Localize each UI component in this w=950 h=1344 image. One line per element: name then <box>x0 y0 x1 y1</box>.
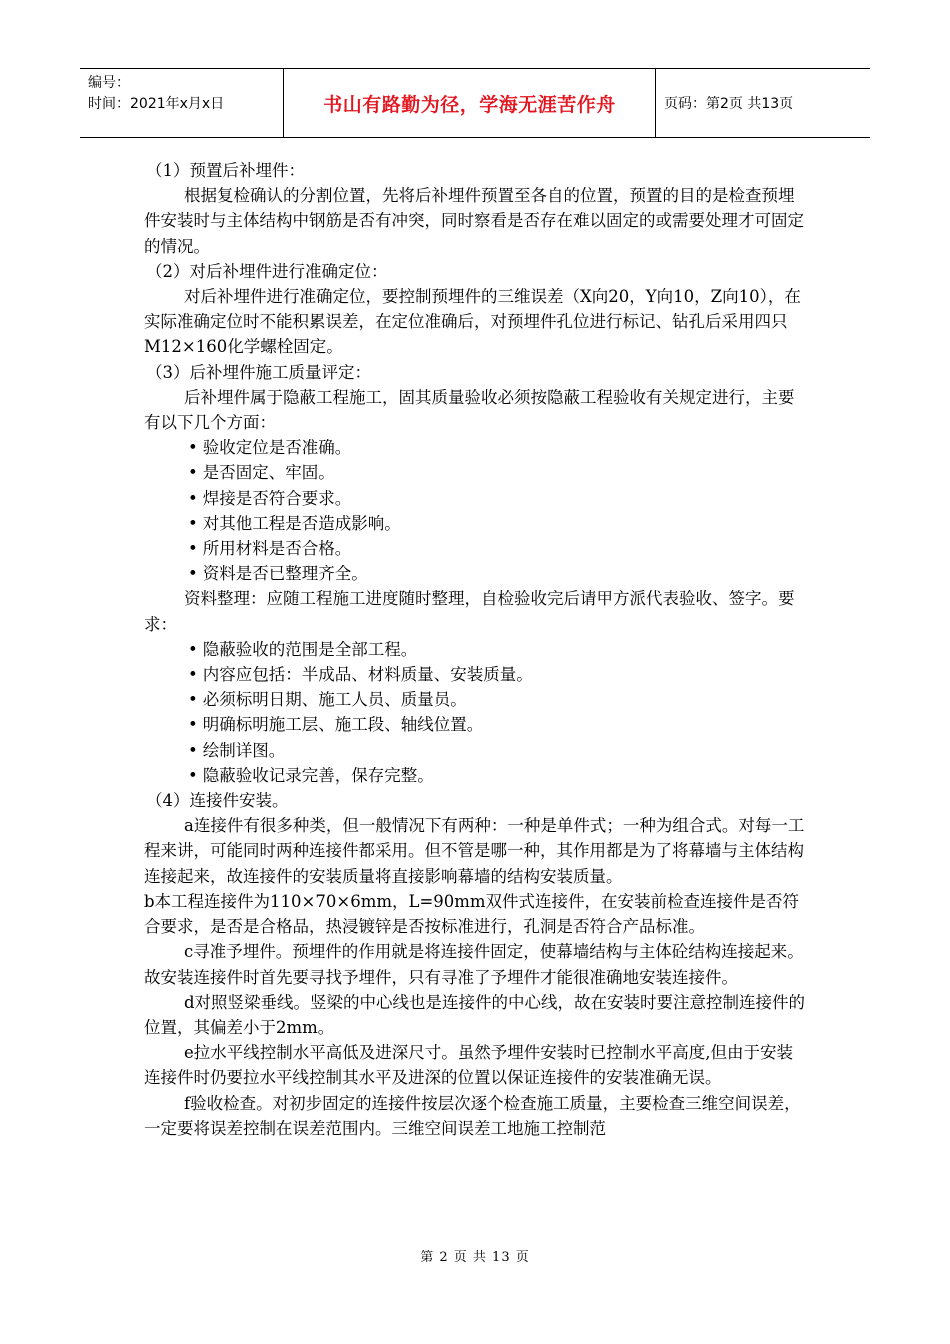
section-4-item-a: a连接件有很多种类，但一般情况下有两种：一种是单件式；一种为组合式。对每一工程来讲，可能同时两种连接件都采用。但不管是哪一种，其作用都是为了将幕墙与主体结构连接起来，故连接件的安装质量将直接影响幕墙的结构安装质量。 <box>144 816 805 886</box>
bullet-item: • 资料是否已整理齐全。 <box>144 561 806 586</box>
section-3-title: （3）后补埋件施工质量评定： <box>146 362 371 382</box>
bullet-item: • 隐蔽验收的范围是全部工程。 <box>144 637 806 662</box>
section-1-title: （1）预置后补埋件： <box>146 161 305 180</box>
bullet-item: • 绘制详图。 <box>144 738 806 763</box>
bullet-item: • 所用材料是否合格。 <box>144 536 806 561</box>
bullet-item: • 明确标明施工层、施工段、轴线位置。 <box>144 712 806 737</box>
page-header <box>80 68 870 138</box>
bullet-item: • 内容应包括：半成品、材料质量、安装质量。 <box>144 662 806 687</box>
document-body <box>144 158 806 1141</box>
section-4-item-f: f验收检查。对初步固定的连接件按层次逐个检查施工质量，主要检查三维空间误差，一定要将误差控制在误差范围内。三维空间误差工地施工控制范 <box>144 1093 801 1138</box>
section-2-title: （2）对后补埋件进行准确定位： <box>146 261 388 281</box>
page-footer: 第 2 页 共 13 页 <box>420 1250 530 1265</box>
header-page-number: 页码：第2页 共13页 <box>664 96 794 112</box>
section-4-item-d: d对照竖梁垂线。竖梁的中心线也是连接件的中心线，故在安装时要注意控制连接件的位置，其偏差小于2mm。 <box>144 992 806 1037</box>
section-4-title: （4）连接件安装。 <box>146 791 289 811</box>
header-info <box>80 69 284 137</box>
section-4-item-b: b本工程连接件为110×70×6mm，L=90mm双件式连接件，在安装前检查连接件是否符合要求，是否是合格品，热浸镀锌是否按标准进行，孔洞是否符合产品标准。 <box>144 891 800 937</box>
header-motto: 书山有路勤为径，学海无涯苦作舟 <box>284 69 656 137</box>
section-4-item-e: e拉水平线控制水平高低及进深尺寸。虽然予埋件安装时已控制水平高度,但由于安装连接件时仍要拉水平线控制其水平及进深的位置以保证连接件的安装准确无误。 <box>144 1043 794 1088</box>
document-date: 时间：2021年x月x日 <box>88 96 225 112</box>
bullet-item: • 验收定位是否准确。 <box>144 435 806 460</box>
section-4-item-c: c寻准予埋件。预埋件的作用就是将连接件固定，使幕墙结构与主体砼结构连接起来。故安装连接件时首先要寻找予埋件，只有寻准了予埋件才能很准确地安装连接件。 <box>144 942 804 987</box>
section-2-paragraph: 对后补埋件进行准确定位，要控制预埋件的三维误差（X向20，Y向10，Z向10），在实际准确定位时不能积累误差，在定位准确后，对预埋件孔位进行标记、钻孔后采用四只M12×160化学螺栓固定。 <box>144 287 801 357</box>
bullet-item: • 是否固定、牢固。 <box>144 460 806 485</box>
section-3-paragraph: 后补埋件属于隐蔽工程施工，固其质量验收必须按隐蔽工程验收有关规定进行，主要有以下几个方面： <box>144 387 795 433</box>
bullet-item: • 隐蔽验收记录完善，保存完整。 <box>144 763 806 788</box>
bullet-item: • 对其他工程是否造成影响。 <box>144 511 806 536</box>
documentation-paragraph: 资料整理：应随工程施工进度随时整理，自检验收完后请甲方派代表验收、签字。要求： <box>144 589 795 634</box>
document-number-label: 编号： <box>88 75 130 91</box>
bullet-item: • 焊接是否符合要求。 <box>144 486 806 511</box>
section-1-paragraph: 根据复检确认的分割位置，先将后补埋件预置至各自的位置，预置的目的是检查预埋件安装时与主体结构中钢筋是否有冲突，同时察看是否存在难以固定的或需要处理才可固定的情况。 <box>144 186 804 256</box>
bullet-item: • 必须标明日期、施工人员、质量员。 <box>144 687 806 712</box>
